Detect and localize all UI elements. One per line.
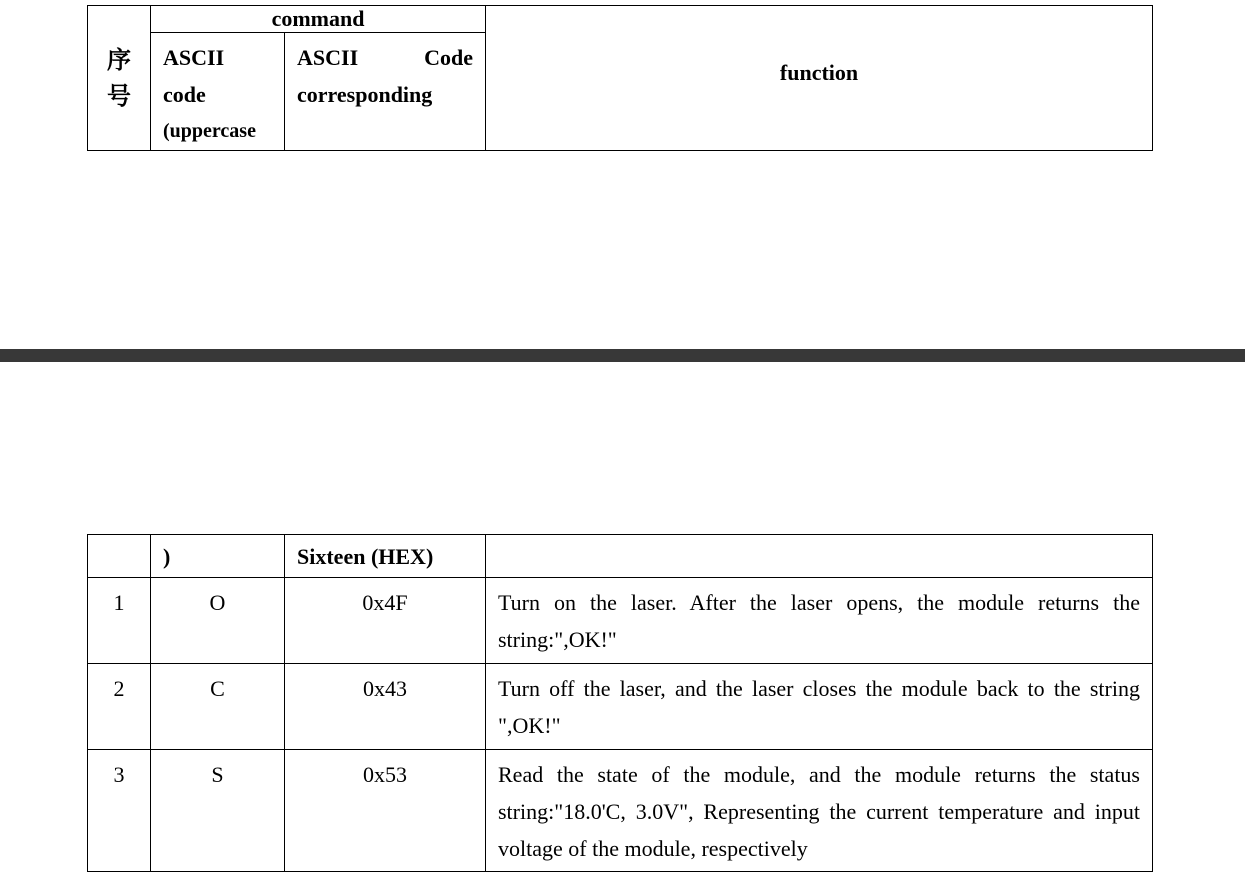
seq-cont-cell [88,535,151,578]
ascii-header-line2: code [163,82,206,107]
row-ascii: S [151,750,285,872]
function-header-label: function [779,60,859,85]
command-table-body [87,534,1153,872]
row-hex: 0x43 [285,664,486,750]
hex-cont-cell: Sixteen (HEX) [285,535,486,578]
command-header [151,6,486,33]
code-header-word1: ASCII [297,45,359,70]
code-header-word2: Code [424,45,474,70]
ascii-code-header [151,33,285,151]
ascii-header-line1: ASCII [163,45,225,70]
sequence-number-header [88,6,151,151]
function-cont-cell [486,535,1153,578]
row-number: 3 [88,750,151,872]
ascii-header-line3: (uppercase [163,120,256,142]
function-header [486,6,1153,151]
row-ascii: C [151,664,285,750]
row-ascii: O [151,578,285,664]
sequence-number-label: 序号 [107,46,131,110]
page-break-divider [0,349,1245,362]
header-continuation-row [88,535,1153,578]
row-number: 2 [88,664,151,750]
row-hex: 0x4F [285,578,486,664]
table-row [88,664,1153,750]
table-row [88,750,1153,872]
command-table-header [87,5,1153,151]
row-function: Turn on the laser. After the laser opens, the module returns the string:",OK!" [486,578,1153,664]
row-function: Read the state of the module, and the module returns the status string:"18.0'C, 3.0V", Representing the current temperature and input voltage of the module, respectively [486,750,1153,872]
row-number: 1 [88,578,151,664]
table-row [88,578,1153,664]
command-header-label: command [271,6,365,31]
code-header-line2: corresponding [297,82,433,107]
row-function: Turn off the laser, and the laser closes the module back to the string ",OK!" [486,664,1153,750]
ascii-corresponding-header [285,33,486,151]
ascii-cont-cell: ) [151,535,285,578]
row-hex: 0x53 [285,750,486,872]
